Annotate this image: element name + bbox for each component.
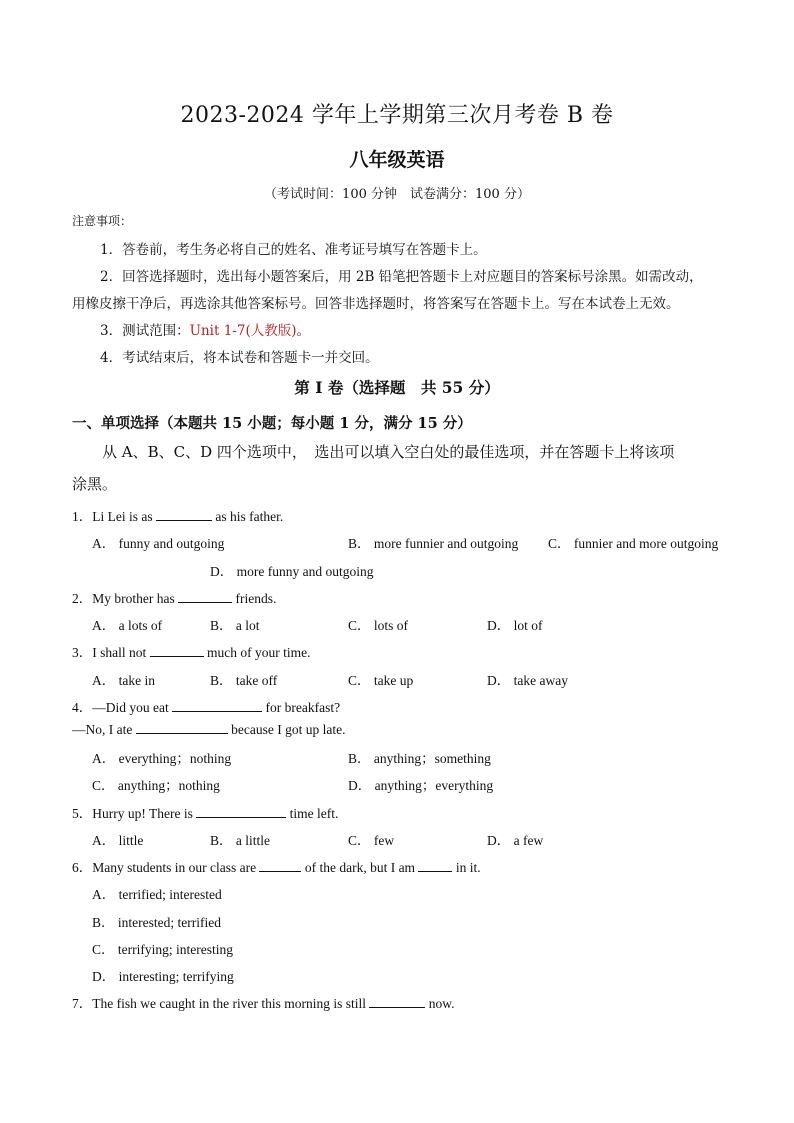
question-4-option-d: D． anything；everything: [348, 778, 494, 793]
answer-blank: [196, 816, 286, 818]
question-3-option-b: B． take off: [210, 673, 278, 688]
question-4-option-b: B． anything；something: [348, 751, 491, 766]
answer-blank: [259, 870, 301, 872]
question-4-stem-2-end: because I got up late.: [227, 722, 346, 737]
question-4-stem-2-start: —No, I ate: [72, 722, 136, 737]
question-1-stem: [72, 505, 283, 525]
question-1-option-d: D． more funny and outgoing: [210, 564, 374, 579]
question-4-option-a: A． everything；nothing: [92, 751, 232, 766]
notice-item-4: 4．考试结束后，将本试卷和答题卡一并交回。: [100, 350, 379, 366]
question-6-option-d: D． interesting; terrifying: [92, 969, 234, 984]
notice-item-3-suffix: 。: [296, 323, 310, 339]
notice-heading: 注意事项：: [72, 214, 133, 228]
part-title: 一、单项选择（本题共 15 小题；每小题 1 分，满分 15 分）: [72, 415, 472, 432]
answer-blank: [369, 1006, 425, 1008]
question-5-stem-end: time left.: [286, 806, 339, 821]
notice-item-3: [100, 319, 310, 339]
question-4-stem-line-1: [72, 696, 340, 716]
answer-blank: [136, 732, 228, 734]
notice-item-3-prefix: 3．测试范围：: [100, 323, 190, 339]
question-2-option-a: A． a lots of: [92, 618, 163, 633]
answer-blank: [172, 710, 262, 712]
question-5-option-b: B． a little: [210, 833, 270, 848]
question-6-option-b: B． interested; terrified: [92, 915, 221, 930]
answer-blank: [178, 601, 232, 603]
question-3-stem-end: much of your time.: [203, 645, 311, 660]
question-7-stem-start: 7．The fish we caught in the river this morning is still: [72, 996, 370, 1011]
question-6-option-c: C． terrifying; interesting: [92, 942, 233, 957]
question-4-stem-line-2: [72, 722, 345, 738]
question-6-option-a: A． terrified; interested: [92, 887, 222, 902]
question-3-option-c: C． take up: [348, 673, 414, 688]
question-6-stem-middle: of the dark, but I am: [301, 860, 419, 875]
question-2-option-c: C． lots of: [348, 618, 409, 633]
instruction-line-1: 从 A、B、C、D 四个选项中， 选出可以填入空白处的最佳选项，并在答题卡上将该项: [102, 443, 675, 461]
notice-item-2-line-1: 2．回答选择题时，选出每小题答案后，用 2B 铅笔把答题卡上对应题目的答案标号涂黑。如需改动，: [100, 269, 703, 285]
question-1-option-b: B． more funnier and outgoing: [348, 536, 519, 551]
question-4-stem-1-start: 4．—Did you eat: [72, 700, 173, 715]
question-3-option-a: A． take in: [92, 673, 155, 688]
question-1-option-a: A． funny and outgoing: [92, 536, 225, 551]
question-1-stem-end: as his father.: [212, 509, 284, 524]
question-2-stem-start: 2．My brother has: [72, 591, 179, 606]
question-1-stem-start: 1．Li Lei is as: [72, 509, 156, 524]
question-2-option-d: D． lot of: [487, 618, 543, 633]
question-2-stem-end: friends.: [232, 591, 277, 606]
question-4-stem-1-end: for breakfast?: [262, 700, 341, 715]
notice-item-2-line-2: 用橡皮擦干净后，再选涂其他答案标号。回答非选择题时，将答案写在答题卡上。写在本试卷上无效。: [72, 296, 680, 312]
exam-subtitle: 八年级英语: [349, 149, 445, 171]
question-3-stem-start: 3．I shall not: [72, 645, 150, 660]
question-5-option-d: D． a few: [487, 833, 544, 848]
answer-blank: [150, 655, 204, 657]
question-7-stem-end: now.: [425, 996, 455, 1011]
exam-meta: （考试时间：100 分钟 试卷满分：100 分）: [264, 187, 530, 202]
question-4-option-c: C． anything；nothing: [92, 778, 220, 793]
question-5-stem-start: 5．Hurry up! There is: [72, 806, 197, 821]
instruction-line-2: 涂黑。: [72, 475, 118, 493]
question-2-option-b: B． a lot: [210, 618, 260, 633]
answer-blank: [156, 519, 212, 521]
exam-title: 2023-2024 学年上学期第三次月考卷 B 卷: [180, 103, 614, 128]
answer-blank: [418, 870, 452, 872]
question-1-option-c: C． funnier and more outgoing: [548, 536, 719, 551]
section-title: 第 I 卷（选择题 共 55 分）: [294, 378, 500, 397]
question-2-stem: [72, 587, 276, 607]
question-3-stem: [72, 641, 310, 661]
question-5-option-a: A． little: [92, 833, 144, 848]
question-7-stem: [72, 992, 454, 1012]
question-6-stem: [72, 856, 481, 876]
question-5-stem: [72, 802, 338, 822]
notice-item-3-range: Unit 1-7(人教版): [189, 323, 297, 339]
question-3-option-d: D． take away: [487, 673, 568, 688]
question-6-stem-end: in it.: [452, 860, 481, 875]
notice-item-1: 1．答卷前，考生务必将自己的姓名、准考证号填写在答题卡上。: [100, 242, 487, 258]
question-6-stem-start: 6．Many students in our class are: [72, 860, 260, 875]
question-5-option-c: C． few: [348, 833, 395, 848]
